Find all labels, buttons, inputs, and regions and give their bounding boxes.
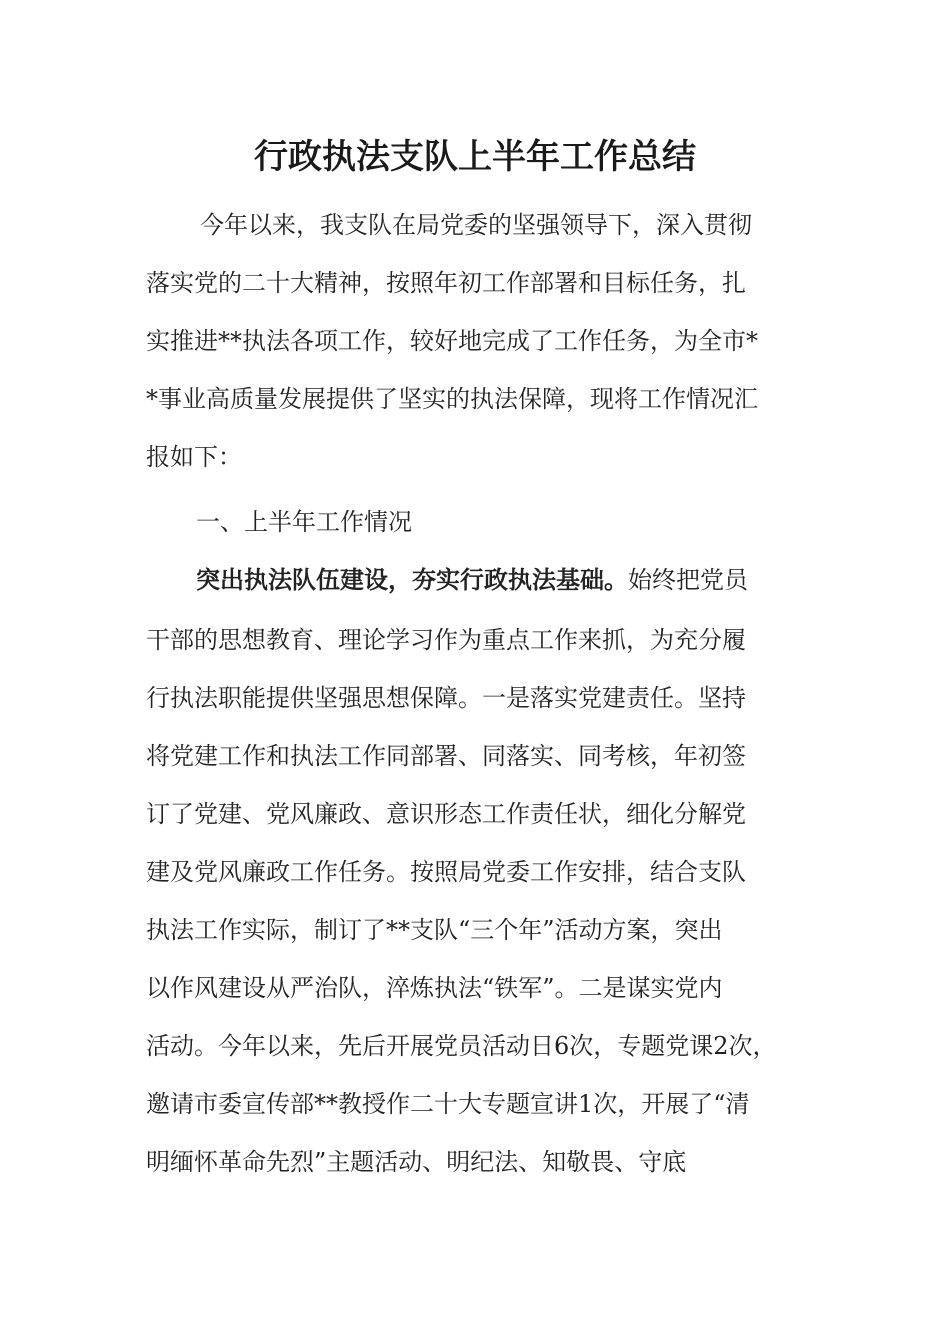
paragraph-first-line bbox=[196, 562, 748, 598]
body-line: 干部的思想教育、理论学习作为重点工作来抓，为充分履 bbox=[146, 626, 746, 654]
intro-line: 报如下： bbox=[146, 443, 242, 471]
paragraph-text: 始终把党员 bbox=[628, 566, 748, 594]
body-line: 活动。今年以来，先后开展党员活动日6次，专题党课2次， bbox=[146, 1032, 777, 1060]
intro-line: 今年以来，我支队在局党委的坚强领导下，深入贯彻 bbox=[200, 211, 752, 239]
section-heading: 一、上半年工作情况 bbox=[196, 508, 412, 536]
document-title: 行政执法支队上半年工作总结 bbox=[254, 137, 696, 177]
body-line: 行执法职能提供坚强思想保障。一是落实党建责任。坚持 bbox=[146, 684, 746, 712]
body-line: 将党建工作和执法工作同部署、同落实、同考核，年初签 bbox=[146, 742, 746, 770]
body-line: 以作风建设从严治队，淬炼执法“铁军”。二是谋实党内 bbox=[146, 974, 723, 1002]
intro-line: *事业高质量发展提供了坚实的执法保障，现将工作情况汇 bbox=[146, 385, 758, 413]
body-line: 邀请市委宣传部**教授作二十大专题宣讲1次，开展了“清 bbox=[146, 1090, 750, 1118]
body-line: 执法工作实际，制订了**支队“三个年”活动方案，突出 bbox=[146, 916, 723, 944]
intro-line: 落实党的二十大精神，按照年初工作部署和目标任务，扎 bbox=[146, 269, 746, 297]
intro-line: 实推进**执法各项工作，较好地完成了工作任务，为全市* bbox=[146, 327, 758, 355]
sub-heading: 突出执法队伍建设，夯实行政执法基础。 bbox=[196, 566, 628, 594]
body-line: 建及党风廉政工作任务。按照局党委工作安排，结合支队 bbox=[146, 858, 746, 886]
body-line: 明缅怀革命先烈”主题活动、明纪法、知敬畏、守底 bbox=[146, 1148, 687, 1176]
body-line: 订了党建、党风廉政、意识形态工作责任状，细化分解党 bbox=[146, 800, 746, 828]
